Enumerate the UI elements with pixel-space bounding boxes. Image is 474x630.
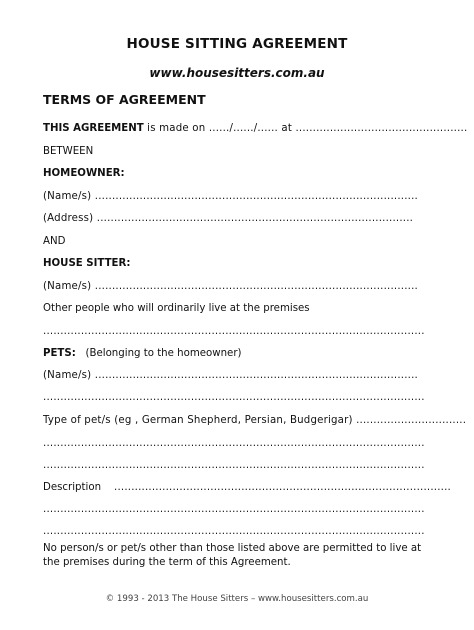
- pet-type-field[interactable]: Type of pet/s (eg , German Shepherd, Persian, Budgerigar) ................................: [43, 415, 467, 426]
- description-field[interactable]: ..................................................................................................: [114, 482, 451, 493]
- website-url: www.housesitters.com.au: [149, 66, 325, 80]
- agreement-date-place: is made on ....../....../...... at ..................................................: [143, 123, 468, 134]
- description-label: Description: [43, 482, 102, 493]
- other-occupants-field[interactable]: ...............................................................................................................: [43, 326, 425, 337]
- pets-line: [43, 347, 241, 361]
- pet-type-field-3[interactable]: ...............................................................................................................: [43, 460, 425, 471]
- terms-heading: TERMS OF AGREEMENT: [43, 92, 206, 107]
- pet-names-field[interactable]: (Name/s) ..............................................................................................: [43, 370, 418, 381]
- sitter-names-field[interactable]: (Name/s) ..............................................................................................: [43, 281, 418, 292]
- agreement-label: THIS AGREEMENT: [43, 123, 144, 134]
- pets-subtitle: (Belonging to the homeowner): [85, 348, 242, 359]
- copyright-footer: © 1993 - 2013 The House Sitters – www.housesitters.com.au: [105, 594, 369, 604]
- house-sitter-label: HOUSE SITTER:: [43, 258, 131, 269]
- homeowner-label: HOMEOWNER:: [43, 168, 125, 179]
- pet-names-field-2[interactable]: ...............................................................................................................: [43, 392, 425, 403]
- description-field-2[interactable]: ...............................................................................................................: [43, 504, 425, 515]
- between-label: BETWEEN: [43, 146, 94, 157]
- agreement-line: [43, 122, 467, 136]
- pets-label: PETS:: [43, 348, 76, 359]
- document-title: HOUSE SITTING AGREEMENT: [126, 36, 348, 52]
- description-line[interactable]: [43, 481, 451, 495]
- homeowner-address-field[interactable]: (Address) ............................................................................................: [43, 213, 414, 224]
- pet-type-field-2[interactable]: ...............................................................................................................: [43, 438, 425, 449]
- and-label: AND: [43, 236, 66, 247]
- description-field-3[interactable]: ...............................................................................................................: [43, 526, 425, 537]
- other-occupants-label: Other people who will ordinarily live at the premises: [43, 303, 310, 314]
- homeowner-names-field[interactable]: (Name/s) ..............................................................................................: [43, 191, 418, 202]
- occupancy-note: No person/s or pet/s other than those listed above are permitted to live at the premises during the term of this Agreement.: [43, 543, 422, 568]
